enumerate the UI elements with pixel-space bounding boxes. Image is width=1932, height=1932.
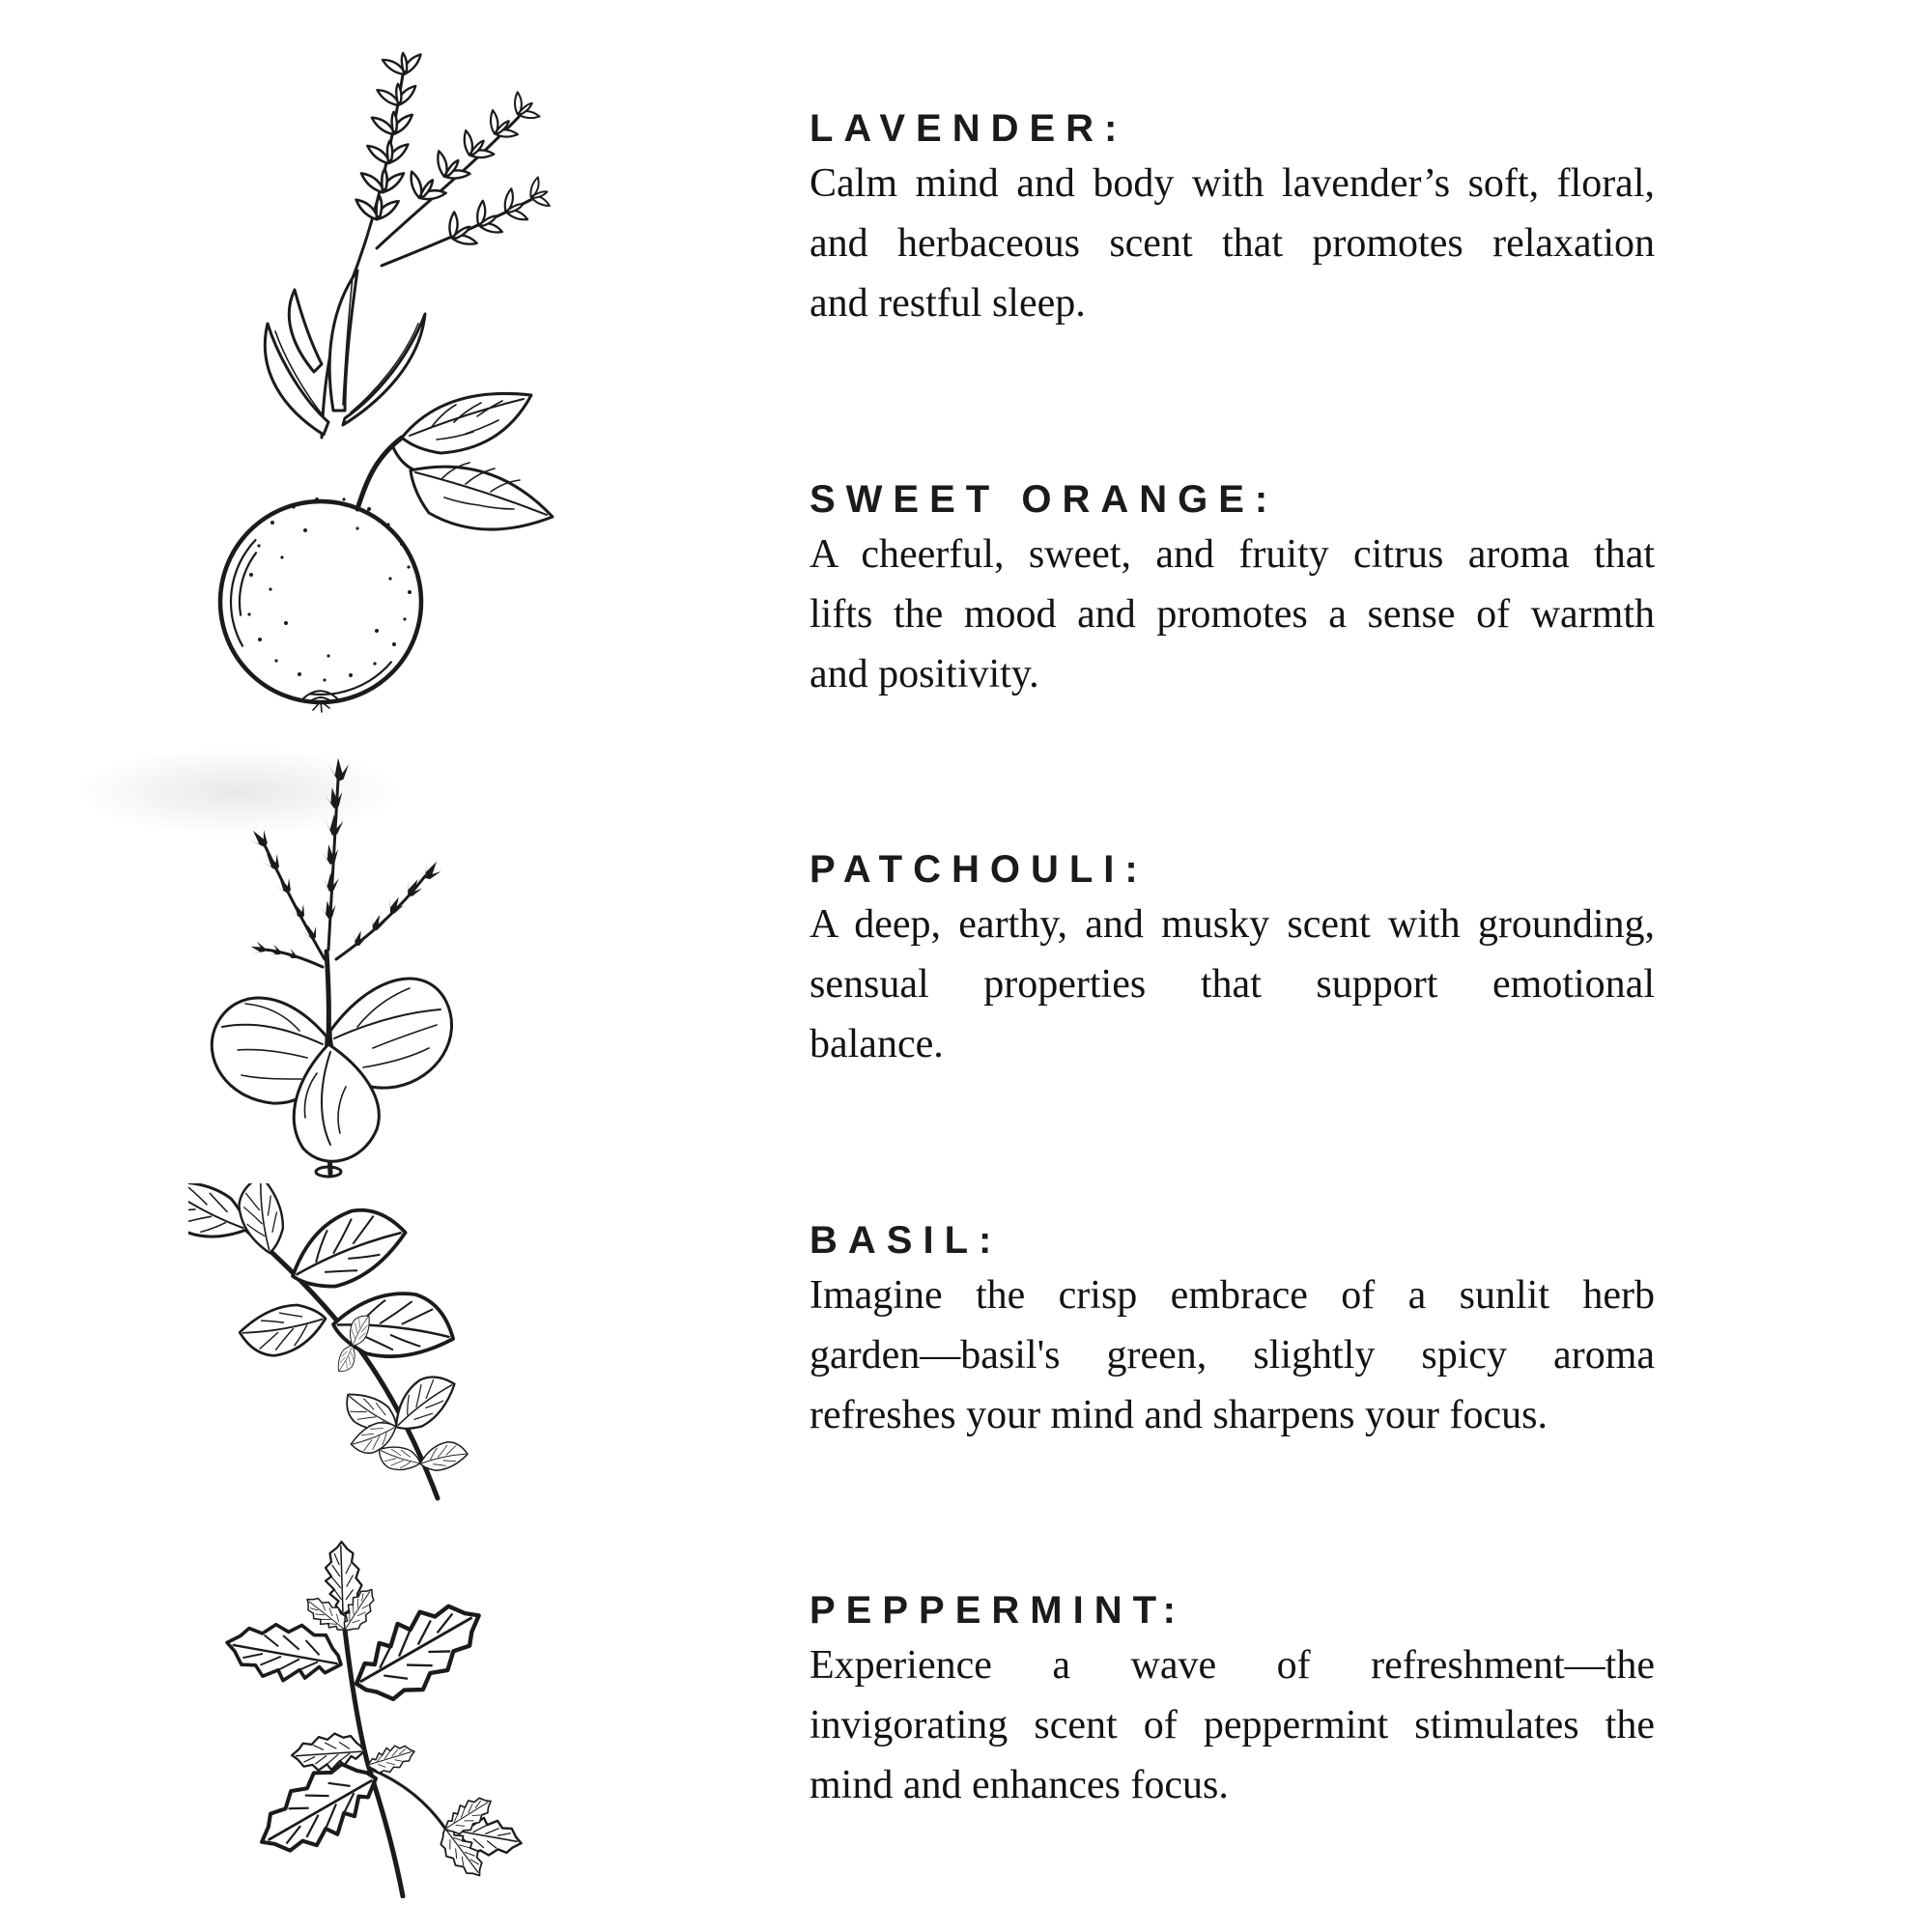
basil-description — [810, 1265, 1655, 1445]
text-line: A deep, earthy, and musky scent with grounding, — [810, 902, 1655, 947]
lavender-sprig-drawing — [179, 24, 551, 440]
text-line: garden—basil's green, slightly spicy aroma — [810, 1333, 1655, 1378]
text-line: A cheerful, sweet, and fruity citrus aroma that — [810, 532, 1655, 577]
patchouli-heading: PATCHOULI: — [810, 848, 1149, 891]
section-lavender — [810, 107, 1655, 333]
sweet-orange-illustration — [213, 382, 560, 715]
text-line: mind and enhances focus. — [810, 1763, 1229, 1807]
text-line: sensual properties that support emotional — [810, 962, 1655, 1007]
patchouli-drawing — [184, 720, 464, 1179]
lavender-heading: LAVENDER: — [810, 107, 1128, 150]
basil-illustration — [188, 1183, 497, 1502]
sweet-orange-heading: SWEET ORANGE: — [810, 478, 1279, 521]
section-basil — [810, 1219, 1655, 1445]
peppermint-heading: PEPPERMINT: — [810, 1589, 1186, 1632]
peppermint-sprig-drawing — [179, 1521, 551, 1898]
patchouli-illustration — [184, 720, 464, 1179]
peppermint-description — [810, 1635, 1655, 1815]
basil-sprig-drawing — [188, 1183, 497, 1502]
section-sweet-orange — [810, 478, 1655, 704]
text-line: Imagine the crisp embrace of a sunlit herb — [810, 1273, 1655, 1318]
orange-fruit-drawing — [213, 382, 560, 715]
basil-heading: BASIL: — [810, 1219, 1003, 1262]
text-line: and herbaceous scent that promotes relaxation — [810, 221, 1655, 266]
text-line: Experience a wave of refreshment—the — [810, 1643, 1655, 1688]
text-line: refreshes your mind and sharpens your focus. — [810, 1393, 1548, 1437]
section-patchouli — [810, 848, 1655, 1074]
text-line: and restful sleep. — [810, 281, 1086, 326]
text-line: Calm mind and body with lavender’s soft, floral, — [810, 161, 1655, 206]
peppermint-illustration — [179, 1521, 551, 1898]
text-line: balance. — [810, 1022, 944, 1066]
patchouli-description — [810, 895, 1655, 1074]
text-line: lifts the mood and promotes a sense of warmth — [810, 592, 1655, 637]
text-line: invigorating scent of peppermint stimulates the — [810, 1703, 1655, 1747]
lavender-illustration — [179, 24, 551, 440]
section-peppermint — [810, 1589, 1655, 1815]
text-line: and positivity. — [810, 652, 1039, 696]
sweet-orange-description — [810, 525, 1655, 704]
lavender-description — [810, 154, 1655, 333]
